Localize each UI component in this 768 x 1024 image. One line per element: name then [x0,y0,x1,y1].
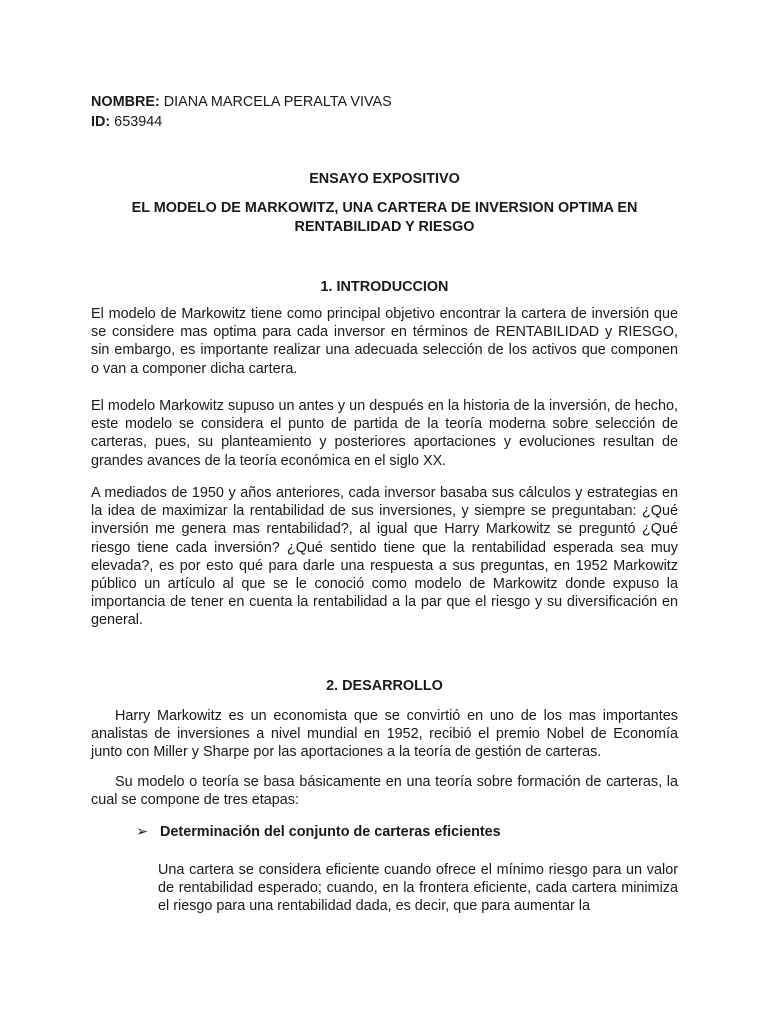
id-label: ID: [91,114,111,130]
section-heading-introduccion: 1. INTRODUCCION [320,279,449,295]
bullet-item-carteras-eficientes [136,823,678,842]
bullet-title: Determinación del conjunto de carteras eficientes [160,824,501,840]
id-line [91,112,162,132]
development-paragraph-1: Harry Markowitz es un economista que se convirtió en uno de los mas importantes analistas de inversiones a nivel mundial en 1952, recibió el premio Nobel de Economía junto con Miller y Sharpe por las aportaciones a la teoría de gestión de carteras. [91,708,678,761]
id-value: 653944 [110,114,163,130]
name-line [91,92,392,112]
section-heading-desarrollo: 2. DESARROLLO [326,678,443,694]
intro-paragraph-2: El modelo Markowitz supuso un antes y un después en la historia de la inversión, de hecho, este modelo se considera el punto de partida de la teoría moderna sobre selección de carteras, pues, su planteamiento y posteriores aportaciones y evoluciones resultan de grandes avances de la teoría económica en el siglo XX. [91,398,678,469]
intro-paragraph-1: El modelo de Markowitz tiene como principal objetivo encontrar la cartera de inversión que se considere mas optima para cada inversor en términos de RENTABILIDAD y RIESGO, sin embargo, es importante realizar una adecuada selección de los activos que componen o van a componer dicha cartera. [91,306,678,377]
essay-main-title: EL MODELO DE MARKOWITZ, UNA CARTERA DE INVERSION OPTIMA EN RENTABILIDAD Y RIESGO [131,200,638,235]
essay-type-title: ENSAYO EXPOSITIVO [309,171,460,187]
arrow-bullet-icon: ➢ [136,824,149,840]
intro-paragraph-3: A mediados de 1950 y años anteriores, cada inversor basaba sus cálculos y estrategias en la idea de maximizar la rentabilidad de sus inversiones, y siempre se preguntaban: ¿Qué inversión me genera mas rentabilidad?, al igual que Harry Markowitz se preguntó ¿Qué riesgo tiene cada inversión? ¿Qué sentido tiene que la rentabilidad esperada sea muy elevada?, es por esto qué para darle una respuesta a sus preguntas, en 1952 Markowitz público un artículo al que se le conoció como modelo de Markowitz donde expuso la importancia de tener en cuenta la rentabilidad a la par que el riesgo y su diversificación en general. [91,485,678,629]
development-paragraph-2: Su modelo o teoría se basa básicamente en una teoría sobre formación de carteras, la cual se compone de tres etapas: [91,774,678,809]
bullet-paragraph: Una cartera se considera eficiente cuando ofrece el mínimo riesgo para un valor de rentabilidad esperado; cuando, en la frontera eficiente, cada cartera minimiza el riesgo para una rentabilidad dada, es decir, que para aumentar la [158,862,678,915]
name-label: NOMBRE: [91,94,160,110]
name-value: DIANA MARCELA PERALTA VIVAS [159,94,392,110]
